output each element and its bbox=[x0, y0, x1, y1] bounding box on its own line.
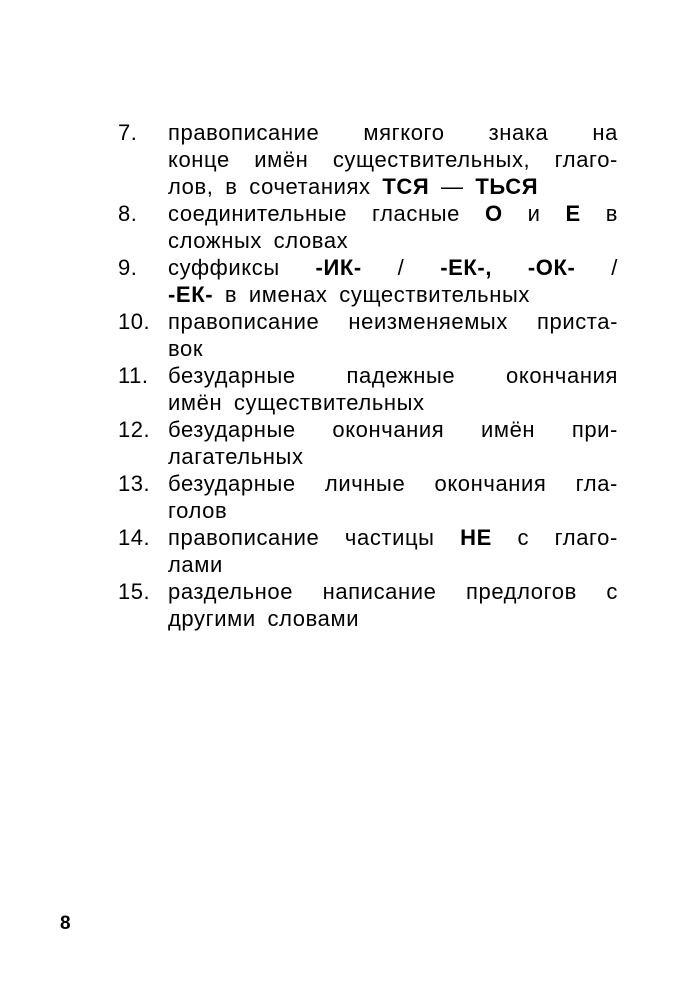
word: личные bbox=[324, 471, 406, 496]
list-item-number: 11. bbox=[118, 363, 149, 388]
list-item-number: 14. bbox=[118, 525, 151, 550]
list-item-number: 15. bbox=[118, 579, 151, 604]
list-item-text bbox=[168, 119, 618, 200]
word: и bbox=[527, 201, 541, 226]
word: лами bbox=[168, 552, 223, 577]
word: — bbox=[441, 174, 464, 199]
list-item bbox=[118, 200, 618, 254]
text-line bbox=[168, 605, 618, 632]
text-line bbox=[168, 173, 618, 200]
list-item-number: 8. bbox=[118, 201, 138, 226]
word: гла- bbox=[575, 471, 618, 496]
text-line bbox=[168, 362, 618, 389]
text-line bbox=[168, 281, 618, 308]
word: частицы bbox=[344, 525, 435, 550]
spelling-rules-list bbox=[118, 119, 618, 632]
word: окончания bbox=[332, 417, 445, 442]
list-item-number: 13. bbox=[118, 471, 151, 496]
bold-term: Е bbox=[565, 201, 581, 226]
text-line bbox=[168, 578, 618, 605]
word: глаго- bbox=[554, 147, 618, 172]
list-item bbox=[118, 524, 618, 578]
list-item-text bbox=[168, 416, 618, 470]
word: мягкого bbox=[363, 120, 445, 145]
word: сочетаниях bbox=[249, 174, 371, 199]
word: предлогов bbox=[465, 579, 577, 604]
word: другими bbox=[168, 606, 256, 631]
bold-term: О bbox=[484, 201, 503, 226]
word: окончания bbox=[506, 363, 618, 388]
word: на bbox=[592, 120, 618, 145]
word: правописание bbox=[168, 120, 320, 145]
word: с bbox=[517, 525, 530, 550]
text-line bbox=[168, 416, 618, 443]
bold-term: НЕ bbox=[460, 525, 492, 550]
word: безударные bbox=[168, 363, 296, 388]
list-item-text bbox=[168, 200, 618, 254]
text-line bbox=[168, 119, 618, 146]
list-item-number: 10. bbox=[118, 309, 151, 334]
bold-term: -ЕК- bbox=[168, 282, 214, 307]
list-item bbox=[118, 308, 618, 362]
list-item-number: 7. bbox=[118, 120, 138, 145]
bold-term: -ИК- bbox=[315, 255, 362, 280]
word: лагательных bbox=[168, 444, 304, 469]
word: неизменяемых bbox=[348, 309, 508, 334]
list-item bbox=[118, 470, 618, 524]
word: приста- bbox=[536, 309, 618, 334]
list-item-text bbox=[168, 524, 618, 578]
word: / bbox=[397, 255, 405, 280]
word: существительных bbox=[233, 390, 425, 415]
list-item bbox=[118, 119, 618, 200]
word: существительных, bbox=[332, 147, 531, 172]
list-item bbox=[118, 416, 618, 470]
word: правописание bbox=[168, 525, 320, 550]
word: имён bbox=[480, 417, 536, 442]
word: при- bbox=[571, 417, 618, 442]
word: конце bbox=[168, 147, 230, 172]
text-line bbox=[168, 335, 618, 362]
text-line bbox=[168, 227, 618, 254]
word: написание bbox=[322, 579, 437, 604]
word: лов, bbox=[168, 174, 214, 199]
text-line bbox=[168, 443, 618, 470]
bold-term: ТЬСЯ bbox=[475, 174, 539, 199]
word: правописание bbox=[168, 309, 320, 334]
bold-term: -ОК- bbox=[527, 255, 576, 280]
list-item-number: 12. bbox=[118, 417, 151, 442]
word: знака bbox=[488, 120, 549, 145]
list-item bbox=[118, 254, 618, 308]
list-item-text bbox=[168, 470, 618, 524]
word: падежные bbox=[346, 363, 456, 388]
text-line bbox=[168, 470, 618, 497]
word: голов bbox=[168, 498, 228, 523]
word: вок bbox=[168, 336, 204, 361]
list-item-number: 9. bbox=[118, 255, 138, 280]
word: имён bbox=[168, 390, 223, 415]
list-item-text bbox=[168, 362, 618, 416]
text-line bbox=[168, 497, 618, 524]
bold-term: -ЕК-, bbox=[440, 255, 493, 280]
word: суффиксы bbox=[168, 255, 280, 280]
word: именах bbox=[248, 282, 328, 307]
text-line bbox=[168, 146, 618, 173]
word: в bbox=[224, 282, 238, 307]
bold-term: ТСЯ bbox=[382, 174, 430, 199]
text-line bbox=[168, 551, 618, 578]
list-item bbox=[118, 362, 618, 416]
word: словами bbox=[267, 606, 360, 631]
word: в bbox=[605, 201, 618, 226]
word: / bbox=[611, 255, 618, 280]
word: сложных bbox=[168, 228, 262, 253]
text-line bbox=[168, 389, 618, 416]
word: словах bbox=[273, 228, 349, 253]
word: соединительные bbox=[168, 201, 348, 226]
list-item-text bbox=[168, 308, 618, 362]
word: в bbox=[225, 174, 238, 199]
word: гласные bbox=[371, 201, 460, 226]
list-item-text bbox=[168, 254, 618, 308]
word: безударные bbox=[168, 471, 296, 496]
word: безударные bbox=[168, 417, 296, 442]
word: глаго- bbox=[554, 525, 618, 550]
text-line bbox=[168, 200, 618, 227]
word: окончания bbox=[434, 471, 547, 496]
word: существительных bbox=[339, 282, 530, 307]
list-item-text bbox=[168, 578, 618, 632]
text-line bbox=[168, 308, 618, 335]
list-item bbox=[118, 578, 618, 632]
word: имён bbox=[254, 147, 309, 172]
page-number: 8 bbox=[60, 913, 71, 934]
text-line bbox=[168, 524, 618, 551]
word: раздельное bbox=[168, 579, 294, 604]
word: с bbox=[606, 579, 618, 604]
text-line bbox=[168, 254, 618, 281]
